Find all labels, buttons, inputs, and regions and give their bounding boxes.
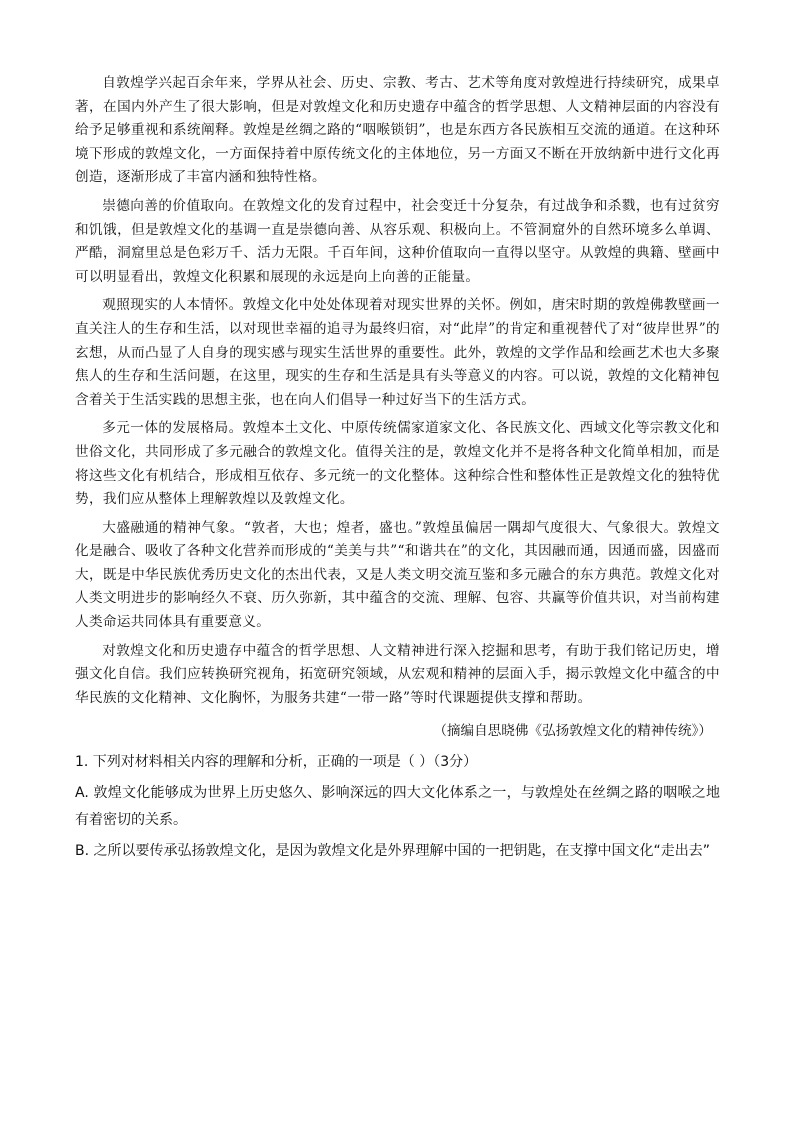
paragraph-conclusion: 对敦煌文化和历史遗存中蕴含的哲学思想、人文精神进行深入挖掘和思考，有助于我们铭记历史，增强文化自信。我们应转换研究视角，拓宽研究领域，从宏观和精神的层面入手，揭示敦煌文化中蕴含的中华民族的文化精神、文化胸怀，为服务共建“一带一路”等时代课题提供支撑和帮助。 (75, 642, 720, 706)
paragraph-intro: 自敦煌学兴起百余年来，学界从社会、历史、宗教、考古、艺术等角度对敦煌进行持续研究，成果卓著，在国内外产生了很大影响，但是对敦煌文化和历史遗存中蕴含的哲学思想、人文精神层面的内容没有给予足够重视和系统阐释。敦煌是丝绸之路的“咽喉锁钥”，也是东西方各民族相互交流的通道。在这种环境下形成的敦煌文化，一方面保持着中原传统文化的主体地位，另一方面又不断在开放纳新中进行文化再创造，逐渐形成了丰富内涵和独特性格。 (75, 75, 720, 186)
paragraph-virtue: 崇德向善的价值取向。在敦煌文化的发育过程中，社会变迁十分复杂，有过战争和杀戮，也有过贫穷和饥饿，但是敦煌文化的基调一直是崇德向善、从容乐观、积极向上。不管洞窟外的自然环境多么单调、严酷，洞窟里总是色彩万千、活力无限。千百年间，这种价值取向一直得以坚守。从敦煌的典籍、壁画中可以明显看出，敦煌文化积累和展现的永远是向上向善的正能量。 (75, 197, 720, 285)
question-stem: 1. 下列对材料相关内容的理解和分析，正确的一项是（ ）（3分） (75, 754, 478, 771)
paragraph-humanism: 观照现实的人本情怀。敦煌文化中处处体现着对现实世界的关怀。例如，唐宋时期的敦煌佛教壁画一直关注人的生存和生活，以对现世幸福的追寻为最终归宿，对“此岸”的肯定和重视替代了对“彼岸世界”的玄想，从而凸显了人自身的现实感与现实生活世界的重要性。此外，敦煌的文学作品和绘画艺术也大多聚焦人的生存和生活问题，在这里，现实的生存和生活是具有头等意义的内容。可以说，敦煌的文化精神包含着关于生活实践的思想主张，也在向人们倡导一种过好当下的生活方式。 (75, 297, 720, 408)
paragraph-pluralism: 多元一体的发展格局。敦煌本土文化、中原传统儒家道家文化、各民族文化、西域文化等宗教文化和世俗文化，共同形成了多元融合的敦煌文化。值得关注的是，敦煌文化并不是将各种文化简单相加，而是将这些文化有机结合，形成相互依存、多元统一的文化整体。这种综合性和整体性正是敦煌文化的独特优势，我们应从整体上理解敦煌以及敦煌文化。 (75, 420, 720, 508)
article-body (75, 72, 720, 743)
option-b: B. 之所以要传承弘扬敦煌文化，是因为敦煌文化是外界理解中国的一把钥匙，在支撑中国文化“走出去” (75, 843, 711, 860)
question-block (75, 749, 720, 865)
option-a: A. 敦煌文化能够成为世界上历史悠久、影响深远的四大文化体系之一，与敦煌处在丝绸之路的咽喉之地有着密切的关系。 (75, 785, 720, 829)
paragraph-grandeur: 大盛融通的精神气象。“敦者，大也；煌者，盛也。”敦煌虽偏居一隅却气度很大、气象很大。敦煌文化是融合、吸收了各种文化营养而形成的“美美与共”“和谐共在”的文化，其因融而通，因通而盛，因盛而大，既是中华民族优秀历史文化的杰出代表，又是人类文明交流互鉴和多元融合的东方典范。敦煌文化对人类文明进步的影响经久不衰、历久弥新，其中蕴含的交流、理解、包容、共赢等价值共识，对当前构建人类命运共同体具有重要意义。 (75, 519, 720, 631)
document-page (75, 72, 720, 865)
article-source: （摘编自思晓佛《弘扬敦煌文化的精神传统》） (433, 723, 712, 740)
